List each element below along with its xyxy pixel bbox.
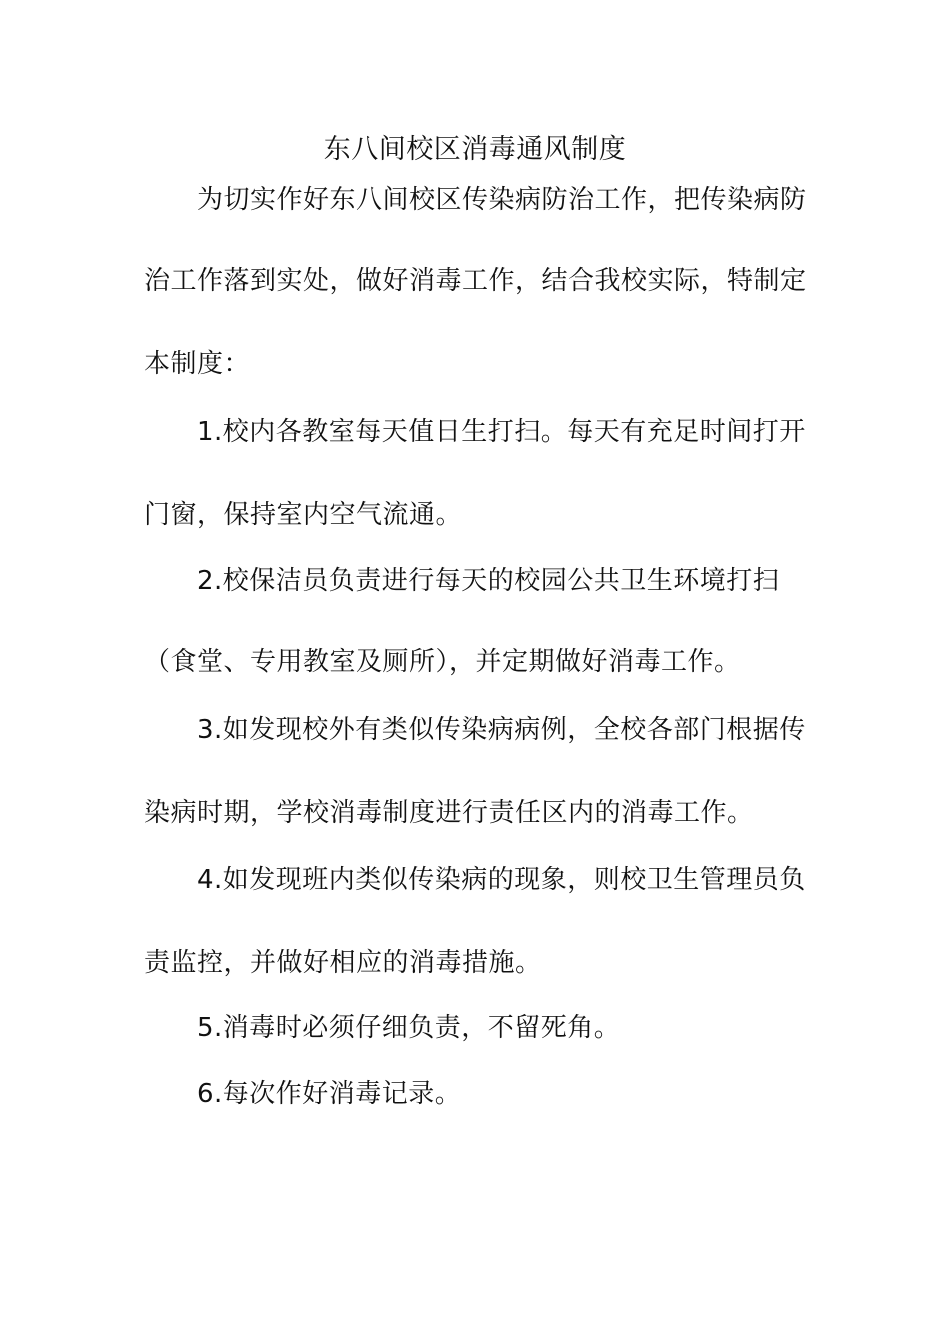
rule-3-line-1: 3.如发现校外有类似传染病病例，全校各部门根据传 bbox=[197, 715, 806, 745]
rule-4-line-2: 责监控，并做好相应的消毒措施。 bbox=[144, 948, 542, 978]
rule-3-line-2: 染病时期，学校消毒制度进行责任区内的消毒工作。 bbox=[144, 798, 754, 828]
intro-line-3: 本制度： bbox=[144, 349, 251, 379]
rule-2-line-1: 2.校保洁员负责进行每天的校园公共卫生环境打扫 bbox=[197, 566, 780, 596]
document-title: 东八间校区消毒通风制度 bbox=[323, 134, 627, 165]
rule-6-line: 6.每次作好消毒记录。 bbox=[197, 1079, 462, 1109]
rule-5-line: 5.消毒时必须仔细负责，不留死角。 bbox=[197, 1013, 621, 1043]
rule-1-line-2: 门窗，保持室内空气流通。 bbox=[144, 500, 463, 530]
rule-2-line-2: （食堂、专用教室及厕所），并定期做好消毒工作。 bbox=[144, 647, 741, 677]
intro-line-1: 为切实作好东八间校区传染病防治工作，把传染病防 bbox=[197, 185, 807, 215]
rule-4-line-1: 4.如发现班内类似传染病的现象，则校卫生管理员负 bbox=[197, 865, 806, 895]
intro-line-2: 治工作落到实处，做好消毒工作，结合我校实际，特制定 bbox=[144, 266, 807, 296]
rule-1-line-1: 1.校内各教室每天值日生打扫。每天有充足时间打开 bbox=[197, 417, 806, 447]
